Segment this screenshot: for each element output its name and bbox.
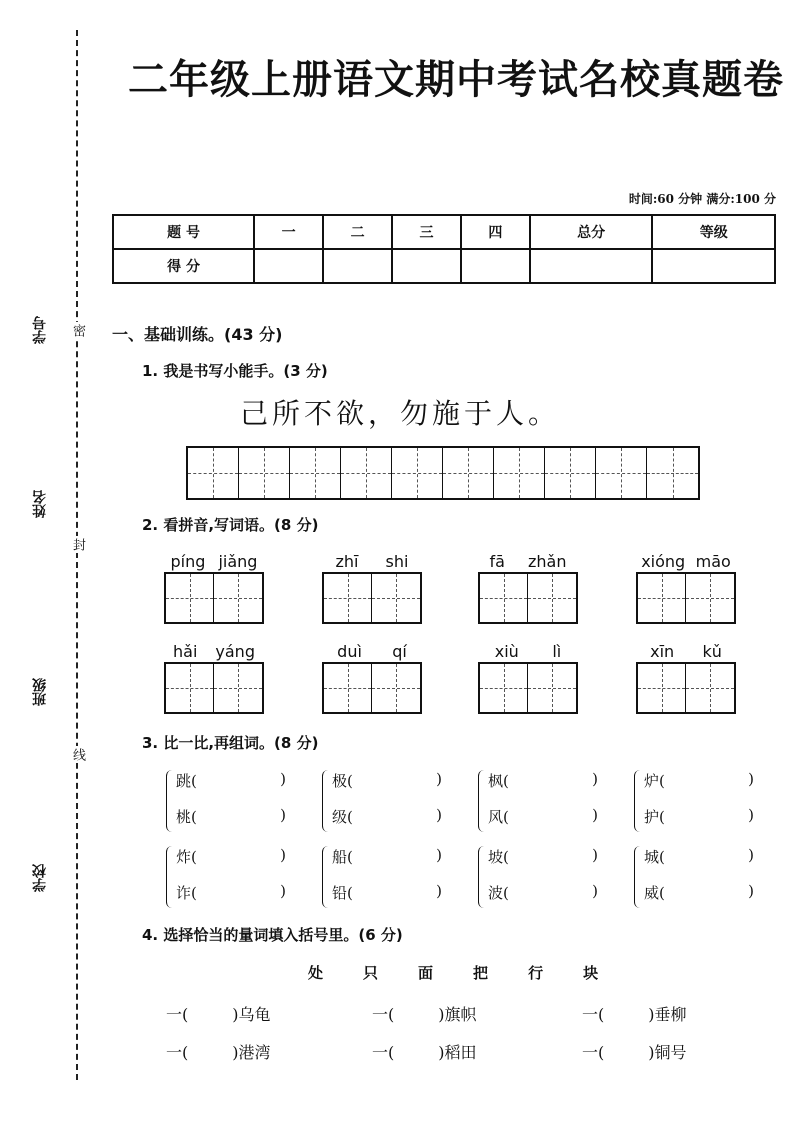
answer-cell[interactable] (324, 664, 372, 712)
measure-word: 面 (418, 964, 434, 982)
measure-word: 块 (583, 964, 599, 982)
close-paren: ) (280, 846, 286, 864)
fill-blank-item[interactable] (372, 1002, 477, 1025)
compare-char: 风( (488, 808, 509, 826)
compare-char: 城( (644, 848, 665, 866)
question-1-label: 1. 我是书写小能手。(3 分) (142, 362, 328, 380)
writing-cell[interactable] (341, 448, 392, 498)
measure-word: 只 (363, 964, 379, 982)
answer-cell[interactable] (480, 664, 528, 712)
pinyin-syllable: xīn (650, 642, 675, 661)
compare-pair (634, 846, 764, 918)
writing-cell[interactable] (545, 448, 596, 498)
close-paren: ) (592, 806, 598, 824)
seal-mark-mi: 密 (70, 324, 85, 337)
measure-word: 行 (528, 964, 544, 982)
pinyin-word-2 (322, 552, 422, 624)
compare-char: 枫( (488, 772, 509, 790)
answer-cell[interactable] (528, 664, 576, 712)
blank-prefix: 一( (582, 1005, 605, 1024)
blank-suffix: )旗帜 (438, 1005, 477, 1024)
class-label: 班级 (32, 678, 48, 706)
pinyin-syllable: zhǎn (527, 552, 567, 571)
writing-cell[interactable] (596, 448, 647, 498)
score-table (112, 214, 776, 284)
compare-pair (634, 770, 764, 842)
blank-prefix: 一( (372, 1043, 395, 1062)
blank-prefix: 一( (166, 1043, 189, 1062)
compare-char: 炉( (644, 772, 665, 790)
close-paren: ) (436, 846, 442, 864)
pinyin-syllable: fā (489, 552, 505, 571)
section-heading: 一、基础训练。(43 分) (112, 325, 283, 344)
compare-pair (322, 770, 452, 842)
writing-cell[interactable] (443, 448, 494, 498)
fill-blank-item[interactable] (582, 1002, 687, 1025)
answer-cell[interactable] (166, 664, 214, 712)
seal-mark-feng: 封 (70, 538, 85, 551)
header-cell: 等级 (652, 215, 775, 249)
close-paren: ) (280, 806, 286, 824)
header-cell: 三 (392, 215, 461, 249)
pinyin-syllable: jiǎng (218, 552, 258, 571)
answer-cell[interactable] (324, 574, 372, 622)
compare-char: 炸( (176, 848, 197, 866)
pinyin-word-3 (478, 552, 578, 624)
question-4-label: 4. 选择恰当的量词填入括号里。(6 分) (142, 926, 403, 944)
close-paren: ) (748, 882, 754, 900)
blank-suffix: )稻田 (438, 1043, 477, 1062)
score-cell[interactable] (392, 249, 461, 283)
question-2-label: 2. 看拼音,写词语。(8 分) (142, 516, 319, 534)
score-cell[interactable] (530, 249, 653, 283)
blank-suffix: )港湾 (232, 1043, 271, 1062)
writing-cell[interactable] (647, 448, 698, 498)
pinyin-syllable: lì (552, 642, 562, 661)
measure-word: 处 (308, 964, 324, 982)
fill-blank-item[interactable] (166, 1040, 271, 1063)
pinyin-syllable: zhī (335, 552, 359, 571)
close-paren: ) (436, 806, 442, 824)
writing-cell[interactable] (392, 448, 443, 498)
compare-char: 护( (644, 808, 665, 826)
question-3-label: 3. 比一比,再组词。(8 分) (142, 734, 319, 752)
pinyin-word-1 (164, 552, 264, 624)
writing-cell[interactable] (188, 448, 239, 498)
writing-grid[interactable] (186, 446, 700, 500)
compare-pair (166, 846, 296, 918)
pinyin-syllable: shi (385, 552, 409, 571)
fill-blank-item[interactable] (582, 1040, 687, 1063)
close-paren: ) (592, 882, 598, 900)
fill-blank-item[interactable] (372, 1040, 477, 1063)
answer-cell[interactable] (638, 664, 686, 712)
score-cell[interactable] (254, 249, 323, 283)
answer-cell[interactable] (372, 574, 420, 622)
compare-pair (166, 770, 296, 842)
pinyin-syllable: xióng (641, 552, 686, 571)
proverb-text: 己所不欲，勿施于人。 (239, 397, 560, 430)
answer-cell[interactable] (372, 664, 420, 712)
answer-cell[interactable] (686, 664, 734, 712)
score-cell[interactable] (461, 249, 530, 283)
pinyin-syllable: xiù (494, 642, 519, 661)
writing-cell[interactable] (494, 448, 545, 498)
close-paren: ) (280, 882, 286, 900)
seal-mark-xian: 线 (70, 748, 85, 761)
compare-char: 坡( (488, 848, 509, 866)
compare-pair (478, 846, 608, 918)
measure-word-bank (308, 962, 598, 983)
header-cell: 一 (254, 215, 323, 249)
pinyin-word-8 (636, 642, 736, 714)
exam-meta: 时间:60 分钟 满分:100 分 (628, 192, 776, 206)
compare-char: 级( (332, 808, 353, 826)
pinyin-syllable: kǔ (702, 642, 722, 661)
score-cell[interactable] (323, 249, 392, 283)
answer-cell[interactable] (214, 574, 262, 622)
compare-char: 跳( (176, 772, 197, 790)
compare-char: 桃( (176, 808, 197, 826)
pinyin-syllable: qí (392, 642, 407, 661)
writing-cell[interactable] (290, 448, 341, 498)
header-cell: 二 (323, 215, 392, 249)
pinyin-word-7 (478, 642, 578, 714)
score-table-row (113, 249, 775, 283)
answer-cell[interactable] (480, 574, 528, 622)
blank-prefix: 一( (372, 1005, 395, 1024)
close-paren: ) (748, 806, 754, 824)
compare-char: 船( (332, 848, 353, 866)
page-title: 二年级上册语文期中考试名校真题卷 (128, 57, 784, 103)
pinyin-syllable: yáng (215, 642, 255, 661)
pinyin-syllable: píng (170, 552, 206, 571)
compare-char: 威( (644, 884, 665, 902)
compare-char: 波( (488, 884, 509, 902)
answer-cell[interactable] (214, 664, 262, 712)
school-label: 学校 (32, 864, 48, 892)
compare-pair (322, 846, 452, 918)
pinyin-word-5 (164, 642, 264, 714)
close-paren: ) (592, 846, 598, 864)
pinyin-word-6 (322, 642, 422, 714)
compare-char: 铅( (332, 884, 353, 902)
answer-cell[interactable] (686, 574, 734, 622)
score-table-header (113, 215, 775, 249)
pinyin-syllable: duì (337, 642, 362, 661)
measure-word: 把 (473, 964, 489, 982)
close-paren: ) (748, 846, 754, 864)
binding-dashed-line (76, 30, 78, 1080)
student-no-label: 学号 (32, 316, 48, 344)
fill-blank-item[interactable] (166, 1002, 271, 1025)
pinyin-syllable: māo (695, 552, 731, 571)
blank-prefix: 一( (166, 1005, 189, 1024)
writing-cell[interactable] (239, 448, 290, 498)
header-cell: 总分 (530, 215, 653, 249)
pinyin-syllable: hǎi (173, 642, 198, 661)
compare-char: 诈( (176, 884, 197, 902)
close-paren: ) (280, 770, 286, 788)
compare-char: 极( (332, 772, 353, 790)
header-cell: 四 (461, 215, 530, 249)
score-cell[interactable] (652, 249, 775, 283)
blank-suffix: )垂柳 (648, 1005, 687, 1024)
close-paren: ) (592, 770, 598, 788)
blank-prefix: 一( (582, 1043, 605, 1062)
close-paren: ) (748, 770, 754, 788)
blank-suffix: )铜号 (648, 1043, 687, 1062)
close-paren: ) (436, 770, 442, 788)
name-label: 姓名 (32, 490, 48, 518)
answer-cell[interactable] (528, 574, 576, 622)
answer-cell[interactable] (166, 574, 214, 622)
answer-cell[interactable] (638, 574, 686, 622)
pinyin-word-4 (636, 552, 736, 624)
compare-pair (478, 770, 608, 842)
blank-suffix: )乌龟 (232, 1005, 271, 1024)
header-cell: 题 号 (113, 215, 254, 249)
close-paren: ) (436, 882, 442, 900)
score-row-label: 得 分 (113, 249, 254, 283)
